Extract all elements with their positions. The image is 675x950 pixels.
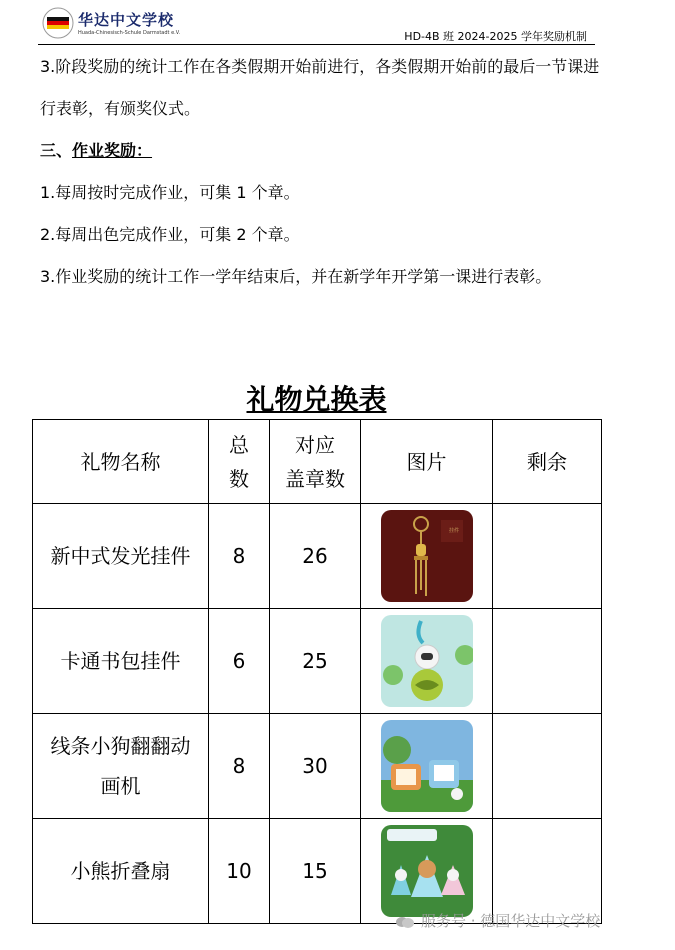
wechat-icon <box>395 915 415 929</box>
section-title: 作业奖励： <box>72 141 153 160</box>
header-total <box>209 420 270 504</box>
header-remaining: 剩余 <box>493 420 602 504</box>
gift-total: 8 <box>209 714 270 819</box>
gift-exchange-table <box>32 419 602 924</box>
gift-stamps: 25 <box>270 609 361 714</box>
paragraph-homework-2: 2.每周出色完成作业，可集 2 个章。 <box>40 225 300 244</box>
school-name-de: Huada-Chinesisch-Schule Darmstadt e.V. <box>78 30 181 36</box>
gift-name: 卡通书包挂件 <box>33 609 209 714</box>
header-picture: 图片 <box>361 420 493 504</box>
watermark <box>395 910 600 931</box>
gift-remaining <box>493 504 602 609</box>
gift-picture-cell <box>361 714 493 819</box>
school-name-cn: 华达中文学校 <box>78 11 175 29</box>
flipbook-dog-image <box>381 720 473 812</box>
watermark-text: 服务号 · 德国华达中文学校 <box>421 912 601 930</box>
gift-stamps: 26 <box>270 504 361 609</box>
table-row <box>33 609 602 714</box>
gift-picture-cell <box>361 504 493 609</box>
header-total-line2: 数 <box>229 466 249 491</box>
gift-name: 小熊折叠扇 <box>33 819 209 924</box>
section-number: 三、 <box>40 141 73 160</box>
gift-name-line2: 画机 <box>100 774 141 798</box>
gift-total: 6 <box>209 609 270 714</box>
gift-remaining <box>493 609 602 714</box>
table-row <box>33 504 602 609</box>
glowing-pendant-image <box>381 510 473 602</box>
gift-name <box>33 714 209 819</box>
gift-name-line1: 线条小狗翻翻动 <box>50 734 191 758</box>
gift-remaining <box>493 714 602 819</box>
gift-picture-cell <box>361 609 493 714</box>
paragraph-homework-3: 3.作业奖励的统计工作一学年结束后，并在新学年开学第一课进行表彰。 <box>40 267 552 286</box>
page-header <box>38 0 595 46</box>
header-stamps-line1: 对应 <box>295 432 335 457</box>
paragraph-stage-reward: 3.阶段奖励的统计工作在各类假期开始前进行，各类假期开始前的最后一节课进行表彰，有颁奖仪式。 <box>40 57 600 118</box>
bear-folding-fan-image <box>381 825 473 917</box>
gift-remaining <box>493 819 602 924</box>
table-title: 礼物兑换表 <box>246 383 387 416</box>
table-row <box>33 819 602 924</box>
header-total-line1: 总 <box>229 432 249 457</box>
table-row <box>33 714 602 819</box>
gift-total: 8 <box>209 504 270 609</box>
header-stamps-line2: 盖章数 <box>285 466 345 491</box>
gift-stamps: 30 <box>270 714 361 819</box>
header-divider <box>38 44 595 45</box>
gift-stamps: 15 <box>270 819 361 924</box>
gift-picture-cell <box>361 819 493 924</box>
gift-total: 10 <box>209 819 270 924</box>
cartoon-bag-charm-image <box>381 615 473 707</box>
document-title: HD-4B 班 2024-2025 学年奖励机制 <box>404 30 587 43</box>
gift-name: 新中式发光挂件 <box>33 504 209 609</box>
school-logo-icon <box>42 7 74 39</box>
paragraph-homework-1: 1.每周按时完成作业，可集 1 个章。 <box>40 183 300 202</box>
section-heading-homework <box>40 130 600 172</box>
header-name: 礼物名称 <box>33 420 209 504</box>
svg-text:挂件: 挂件 <box>448 528 459 534</box>
header-stamps <box>270 420 361 504</box>
table-header-row <box>33 420 602 504</box>
